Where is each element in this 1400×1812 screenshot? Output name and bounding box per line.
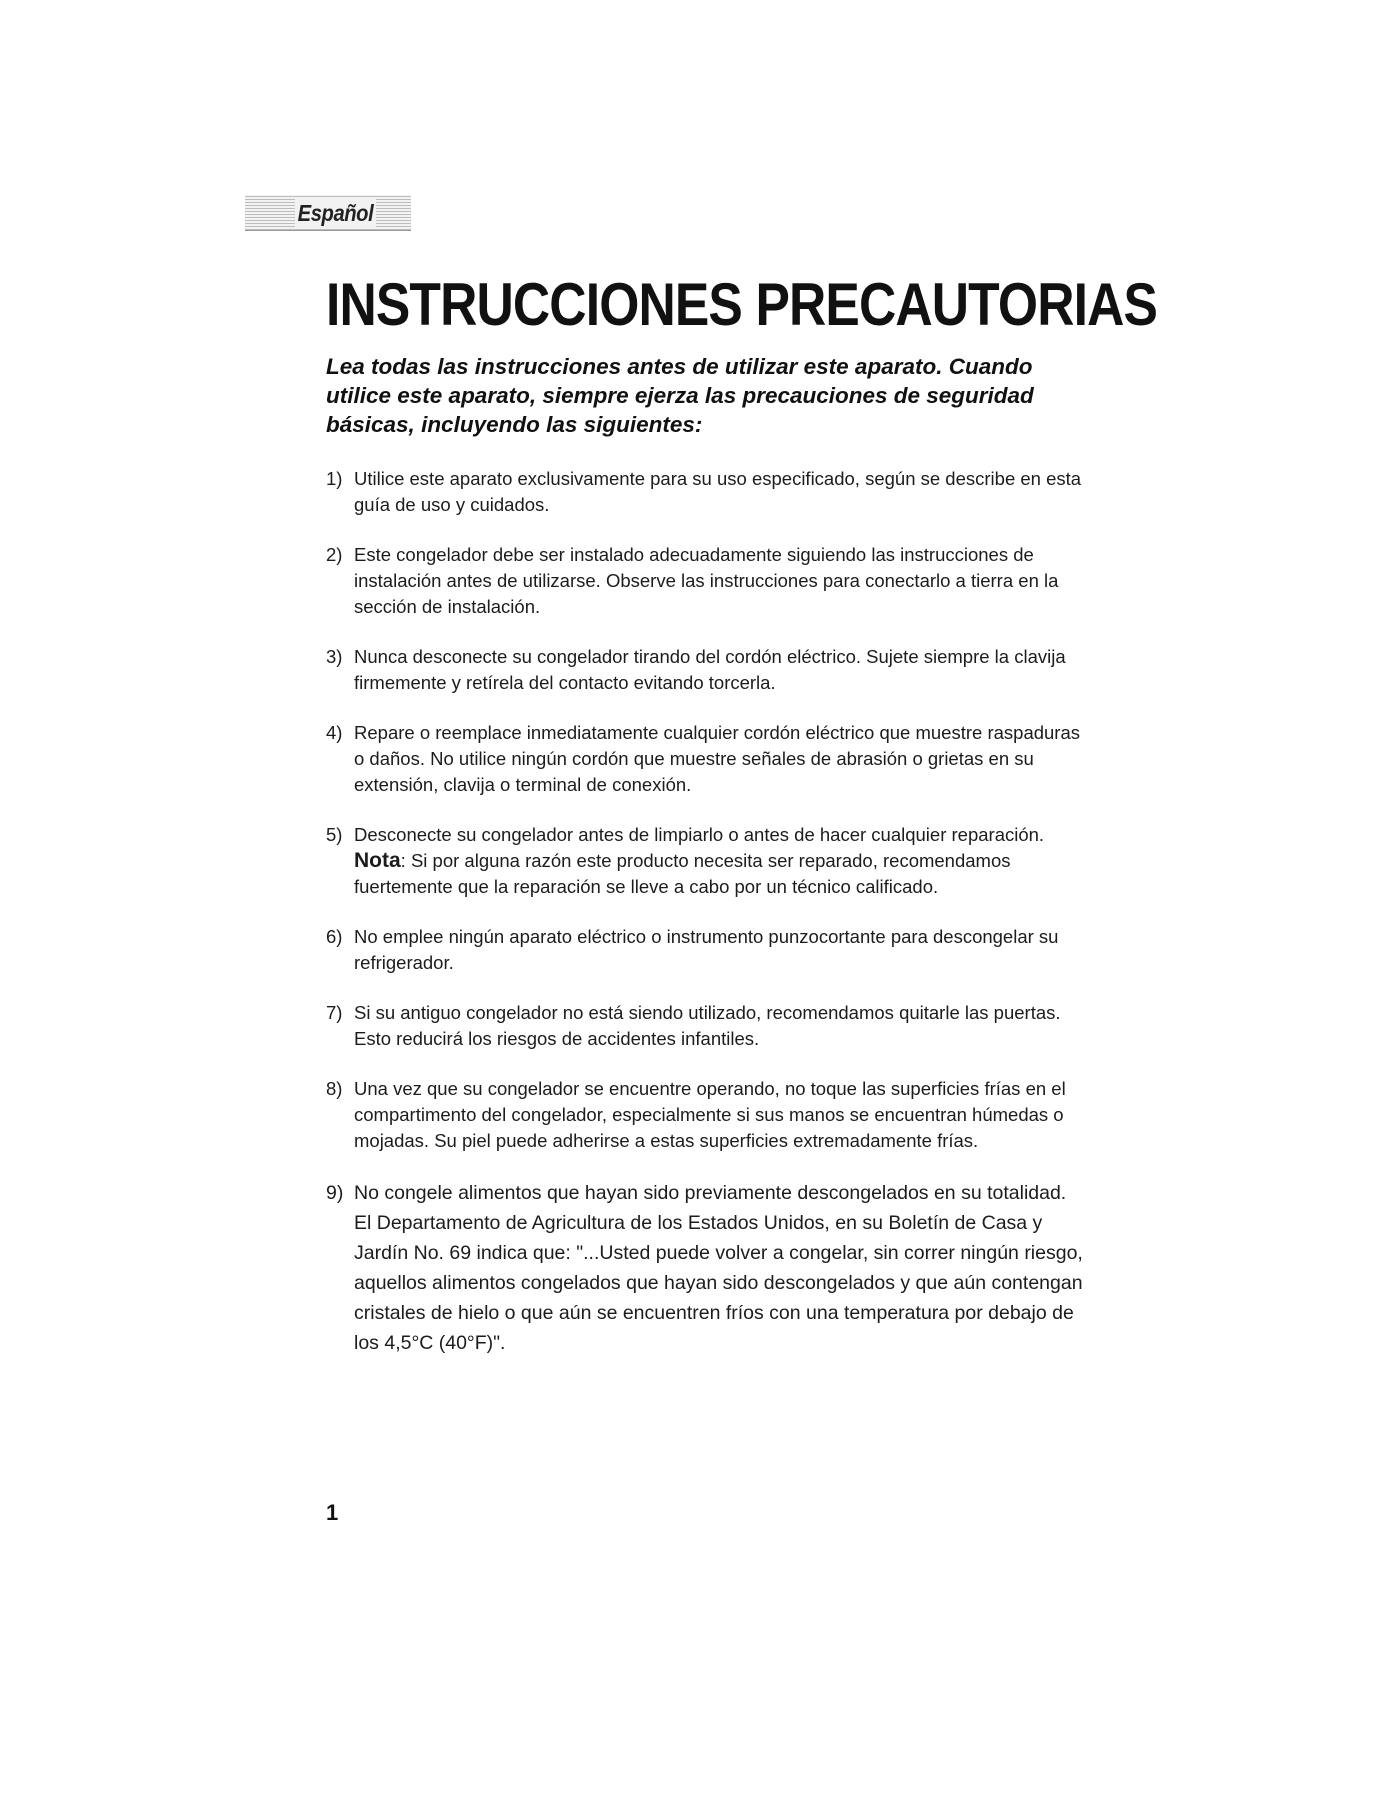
list-item [326,720,1086,798]
item-number: 2) [326,544,343,565]
list-item [326,644,1086,696]
item-text-before: Desconecte su congelador antes de limpiarlo o antes de hacer cualquier reparación. [354,824,1045,845]
item-text: Una vez que su congelador se encuentre operando, no toque las superficies frías en el compartimento del congelador, especialmente si sus manos se encuentran húmedas o mojadas. Su piel puede adherirse a estas superficies extremadamente frías. [354,1078,1066,1151]
list-item [326,924,1086,976]
item-number: 8) [326,1078,343,1099]
page-number: 1 [326,1500,339,1525]
item-number: 9) [326,1182,344,1204]
list-item [326,1000,1086,1052]
item-text: Si su antiguo congelador no está siendo utilizado, recomendamos quitarle las puertas. Esto reducirá los riesgos de accidentes infantiles. [354,1002,1061,1049]
item-text: No emplee ningún aparato eléctrico o instrumento punzocortante para descongelar su refrigerador. [354,926,1059,973]
item-text: Nunca desconecte su congelador tirando del cordón eléctrico. Sujete siempre la clavija firmemente y retírela del contacto evitando torcerla. [354,646,1066,693]
page-title: INSTRUCCIONES PRECAUTORIAS [326,271,1158,338]
precaution-list [326,466,1086,1382]
language-tab [245,195,411,231]
list-item [326,1076,1086,1154]
item-text: No congele alimentos que hayan sido previamente descongelados en su totalidad. El Departamento de Agricultura de los Estados Unidos, en su Boletín de Casa y Jardín No. 69 indica que: "...Usted puede volver a congelar, sin correr ningún riesgo, aquellos alimentos congelados que hayan sido descongelados y que aún contengan cristales de hielo o que aún se encuentren fríos con una temperatura por debajo de los 4,5°C (40°F)". [354,1182,1083,1354]
item-text: Utilice este aparato exclusivamente para su uso especificado, según se describe en esta guía de uso y cuidados. [354,468,1082,515]
item-text: Este congelador debe ser instalado adecuadamente siguiendo las instrucciones de instalación antes de utilizarse. Observe las instrucciones para conectarlo a tierra en la sección de instalación. [354,544,1059,617]
list-item [326,542,1086,620]
language-tab-label: Español [295,199,376,227]
item-number: 3) [326,646,343,667]
item-number: 7) [326,1002,343,1023]
item-text: Repare o reemplace inmediatamente cualquier cordón eléctrico que muestre raspaduras o daños. No utilice ningún cordón que muestre señales de abrasión o grietas en su extensión, clavija o terminal de conexión. [354,722,1081,795]
item-text [354,822,1086,900]
item-number: 1) [326,468,343,489]
item-number: 5) [326,824,343,845]
item-number: 6) [326,926,343,947]
list-item [326,466,1086,518]
item-text-after: : Si por alguna razón este producto necesita ser reparado, recomendamos fuertemente que la reparación se lleve a cabo por un técnico calificado. [354,850,1011,897]
list-item [326,822,1086,900]
note-label: Nota [354,849,401,872]
list-item [326,1178,1086,1358]
intro-paragraph: Lea todas las instrucciones antes de utilizar este aparato. Cuando utilice este aparato, siempre ejerza las precauciones de seguridad básicas, incluyendo las siguientes: [326,354,1034,437]
item-number: 4) [326,722,343,743]
